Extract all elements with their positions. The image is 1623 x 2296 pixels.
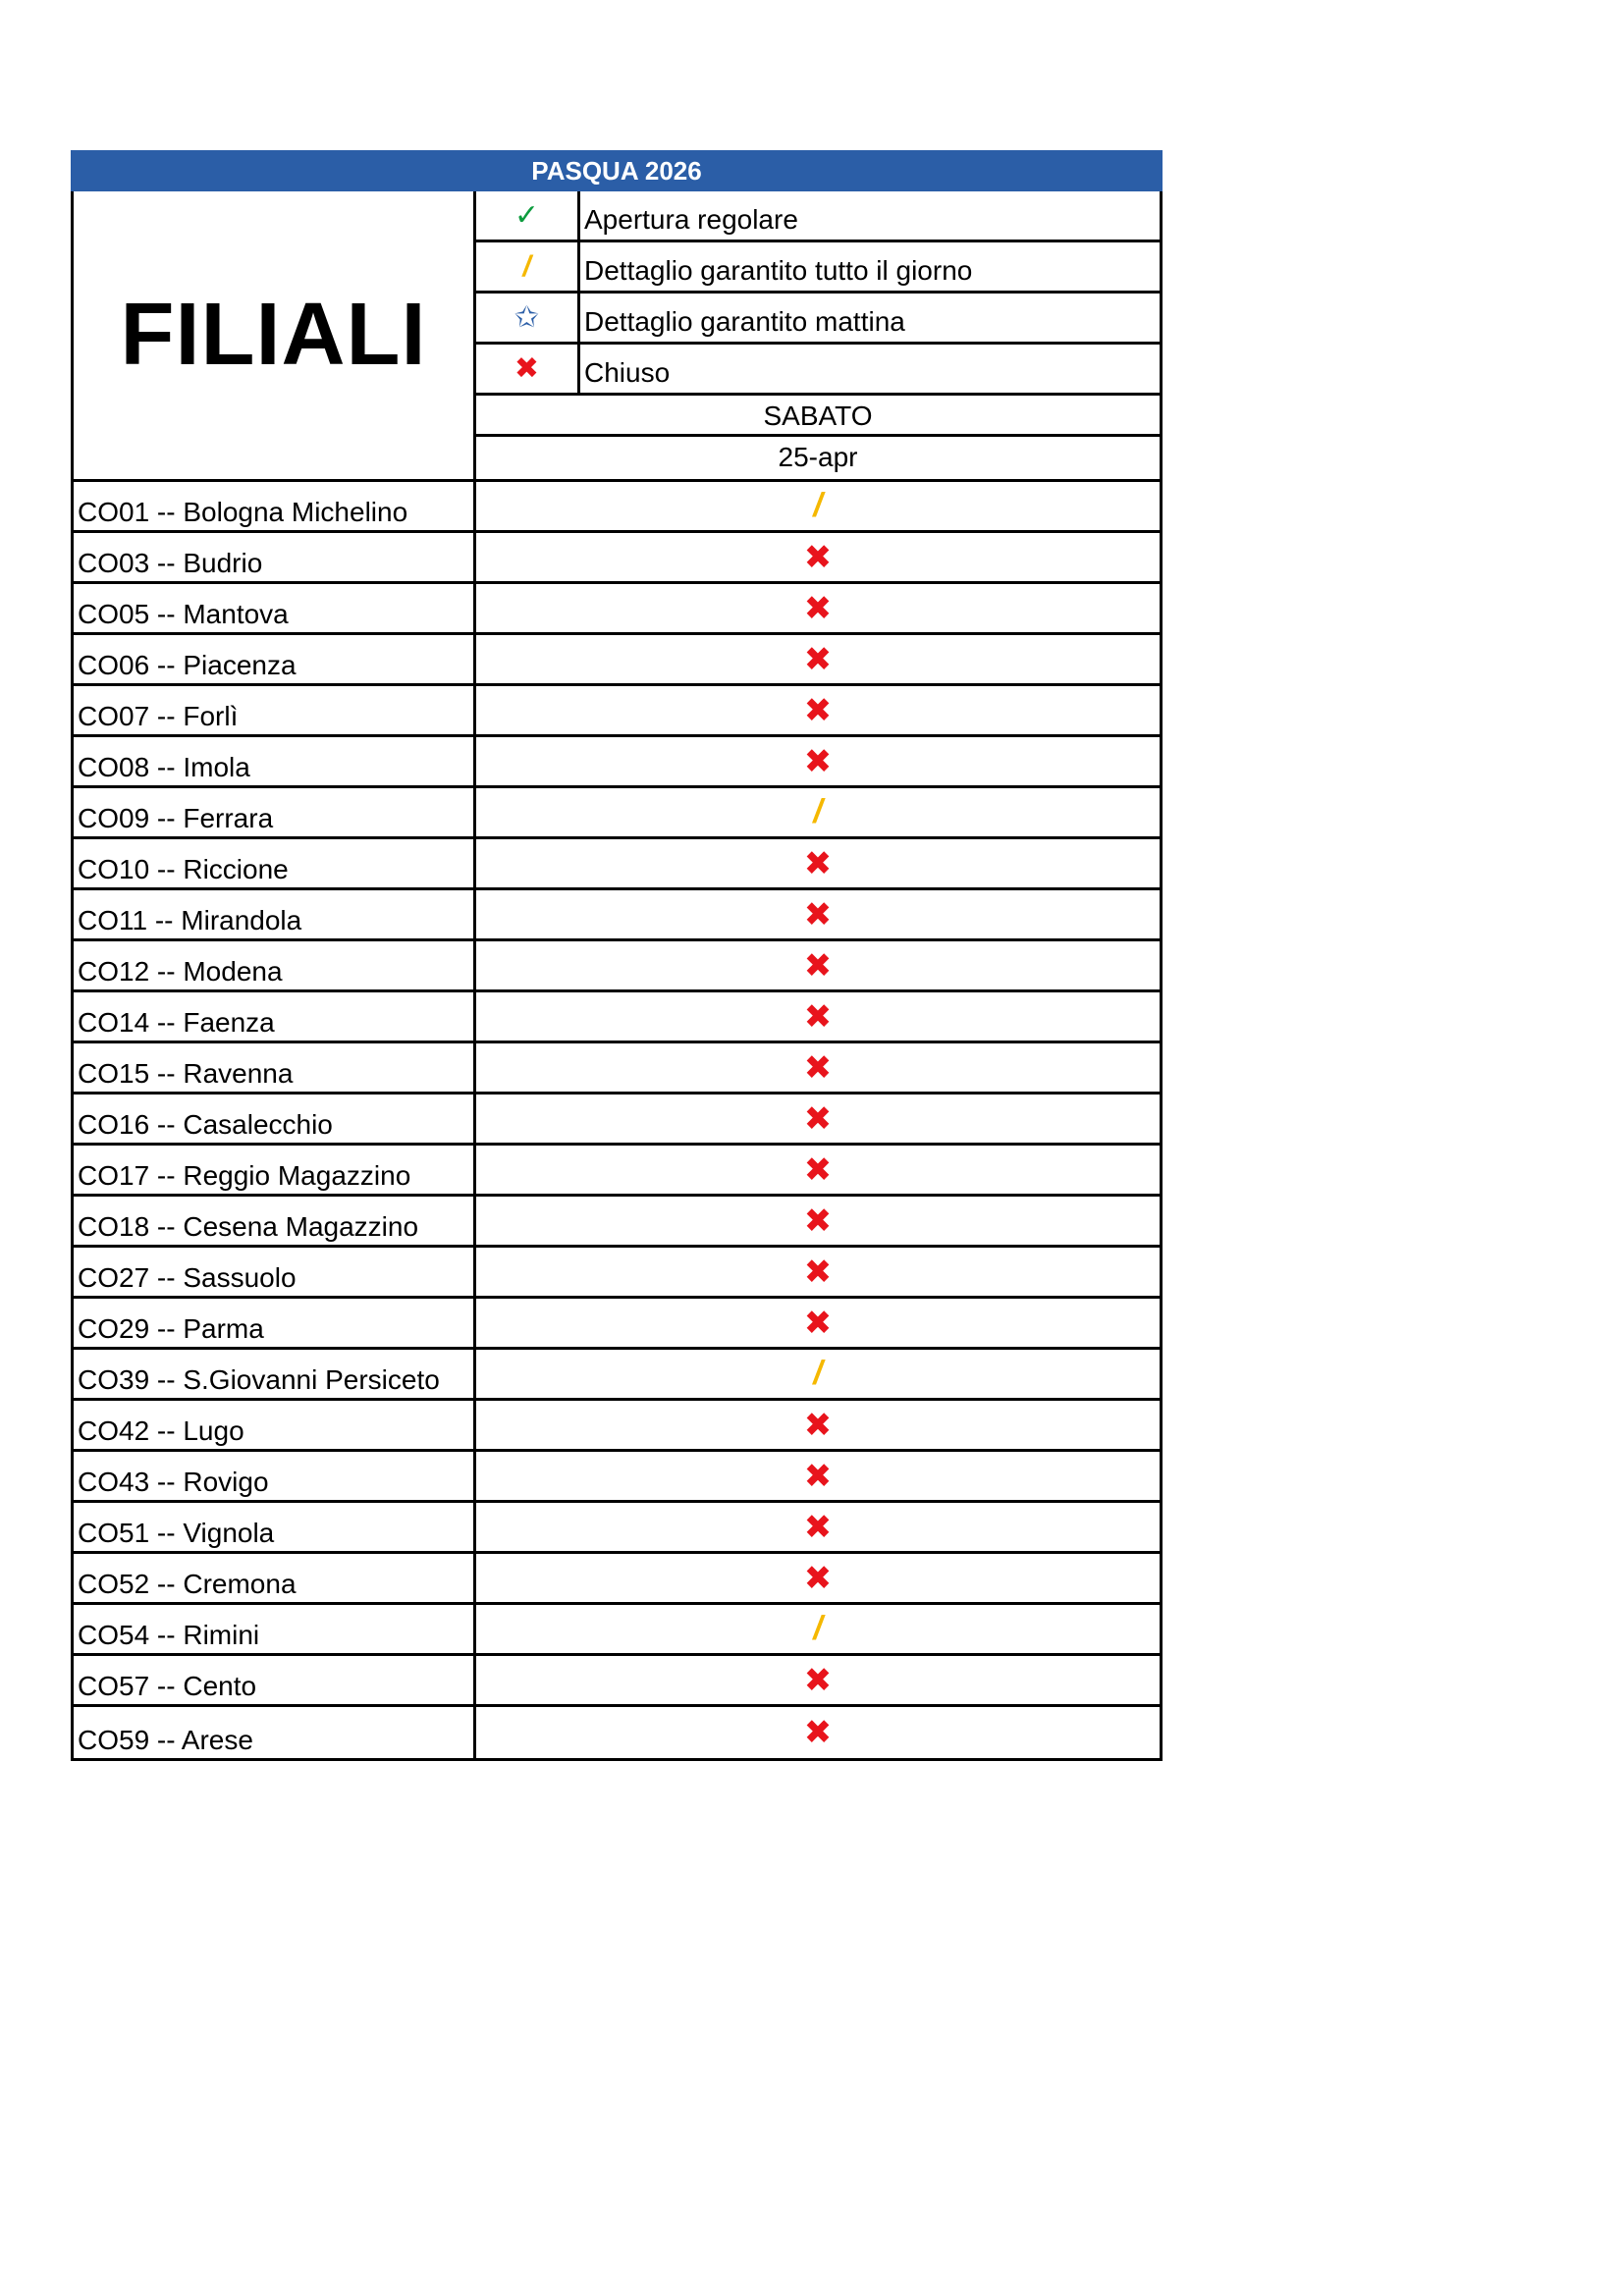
table-row bbox=[74, 1095, 1160, 1146]
cross-icon: ✖ bbox=[803, 1508, 833, 1546]
table-row bbox=[74, 1707, 1160, 1758]
branch-name: CO16 -- Casalecchio bbox=[74, 1095, 476, 1143]
table-row bbox=[74, 686, 1160, 737]
table-row bbox=[74, 1503, 1160, 1554]
branch-name: CO01 -- Bologna Michelino bbox=[74, 482, 476, 530]
legend-item bbox=[476, 294, 1160, 345]
day-name: SABATO bbox=[476, 396, 1160, 437]
table-row bbox=[74, 1452, 1160, 1503]
check-icon: ✓ bbox=[476, 191, 580, 240]
cross-icon: ✖ bbox=[803, 640, 833, 678]
table-row bbox=[74, 941, 1160, 992]
cross-icon: ✖ bbox=[803, 1253, 833, 1291]
table-row bbox=[74, 482, 1160, 533]
legend-item bbox=[476, 242, 1160, 294]
slash-icon: / bbox=[476, 242, 580, 291]
branch-name: CO27 -- Sassuolo bbox=[74, 1248, 476, 1296]
branch-name: CO57 -- Cento bbox=[74, 1656, 476, 1704]
branch-name: CO09 -- Ferrara bbox=[74, 788, 476, 836]
table-row bbox=[74, 1043, 1160, 1095]
branch-name: CO15 -- Ravenna bbox=[74, 1043, 476, 1092]
table-row bbox=[74, 1299, 1160, 1350]
cross-icon: ✖ bbox=[803, 1048, 833, 1087]
branch-name: CO10 -- Riccione bbox=[74, 839, 476, 887]
cross-icon: ✖ bbox=[803, 1099, 833, 1138]
legend-item bbox=[476, 345, 1160, 396]
cross-icon: ✖ bbox=[803, 1457, 833, 1495]
branch-name: CO54 -- Rimini bbox=[74, 1605, 476, 1653]
branch-name: CO07 -- Forlì bbox=[74, 686, 476, 734]
table-header bbox=[74, 191, 1160, 482]
cross-icon: ✖ bbox=[803, 742, 833, 780]
branch-name: CO17 -- Reggio Magazzino bbox=[74, 1146, 476, 1194]
branch-name: CO08 -- Imola bbox=[74, 737, 476, 785]
branch-name: CO29 -- Parma bbox=[74, 1299, 476, 1347]
legend-label: Dettaglio garantito tutto il giorno bbox=[584, 255, 973, 286]
table-row bbox=[74, 1248, 1160, 1299]
table-row bbox=[74, 1350, 1160, 1401]
table-row bbox=[74, 1554, 1160, 1605]
table-row bbox=[74, 737, 1160, 788]
cross-icon: ✖ bbox=[803, 1201, 833, 1240]
cross-icon: ✖ bbox=[803, 1661, 833, 1699]
branch-name: CO52 -- Cremona bbox=[74, 1554, 476, 1602]
branch-name: CO06 -- Piacenza bbox=[74, 635, 476, 683]
cross-icon: ✖ bbox=[803, 1304, 833, 1342]
table-row bbox=[74, 890, 1160, 941]
table-row bbox=[74, 533, 1160, 584]
branch-name: CO42 -- Lugo bbox=[74, 1401, 476, 1449]
star-icon: ✩ bbox=[476, 294, 580, 342]
branch-name: CO39 -- S.Giovanni Persiceto bbox=[74, 1350, 476, 1398]
branch-name: CO43 -- Rovigo bbox=[74, 1452, 476, 1500]
slash-icon: / bbox=[813, 1355, 823, 1392]
branch-name: CO18 -- Cesena Magazzino bbox=[74, 1197, 476, 1245]
table-row bbox=[74, 992, 1160, 1043]
branch-name: CO12 -- Modena bbox=[74, 941, 476, 989]
cross-icon: ✖ bbox=[803, 538, 833, 576]
branch-rows bbox=[74, 482, 1160, 1758]
cross-icon: ✖ bbox=[803, 946, 833, 985]
legend-item bbox=[476, 191, 1160, 242]
schedule-sheet bbox=[71, 150, 1163, 1761]
cross-icon: ✖ bbox=[803, 1406, 833, 1444]
cross-icon: ✖ bbox=[803, 691, 833, 729]
slash-icon: / bbox=[813, 793, 823, 830]
table-row bbox=[74, 1605, 1160, 1656]
branch-name: CO14 -- Faenza bbox=[74, 992, 476, 1041]
table-row bbox=[74, 839, 1160, 890]
legend-label: Dettaglio garantito mattina bbox=[584, 306, 905, 337]
branch-name: CO51 -- Vignola bbox=[74, 1503, 476, 1551]
branch-name: CO03 -- Budrio bbox=[74, 533, 476, 581]
table-row bbox=[74, 1401, 1160, 1452]
table-row bbox=[74, 1197, 1160, 1248]
table-row bbox=[74, 1146, 1160, 1197]
branch-name: CO11 -- Mirandola bbox=[74, 890, 476, 938]
cross-icon: ✖ bbox=[803, 844, 833, 882]
cross-icon: ✖ bbox=[803, 1559, 833, 1597]
day-date: 25-apr bbox=[778, 442, 858, 472]
table-row bbox=[74, 635, 1160, 686]
legend-label: Chiuso bbox=[584, 357, 671, 388]
table-row bbox=[74, 1656, 1160, 1707]
slash-icon: / bbox=[813, 487, 823, 524]
slash-icon: / bbox=[813, 1610, 823, 1647]
cross-icon: ✖ bbox=[803, 997, 833, 1036]
section-label: FILIALI bbox=[74, 191, 476, 479]
cross-icon: ✖ bbox=[476, 345, 580, 393]
cross-icon: ✖ bbox=[803, 1714, 833, 1751]
legend-label: Apertura regolare bbox=[584, 204, 798, 235]
cross-icon: ✖ bbox=[803, 895, 833, 934]
branch-name: CO05 -- Mantova bbox=[74, 584, 476, 632]
cross-icon: ✖ bbox=[803, 1150, 833, 1189]
branch-table bbox=[71, 191, 1163, 1761]
table-row bbox=[74, 788, 1160, 839]
cross-icon: ✖ bbox=[803, 589, 833, 627]
branch-name: CO59 -- Arese bbox=[74, 1707, 476, 1758]
legend-block bbox=[476, 191, 1160, 479]
page-title: PASQUA 2026 bbox=[71, 150, 1163, 191]
table-row bbox=[74, 584, 1160, 635]
